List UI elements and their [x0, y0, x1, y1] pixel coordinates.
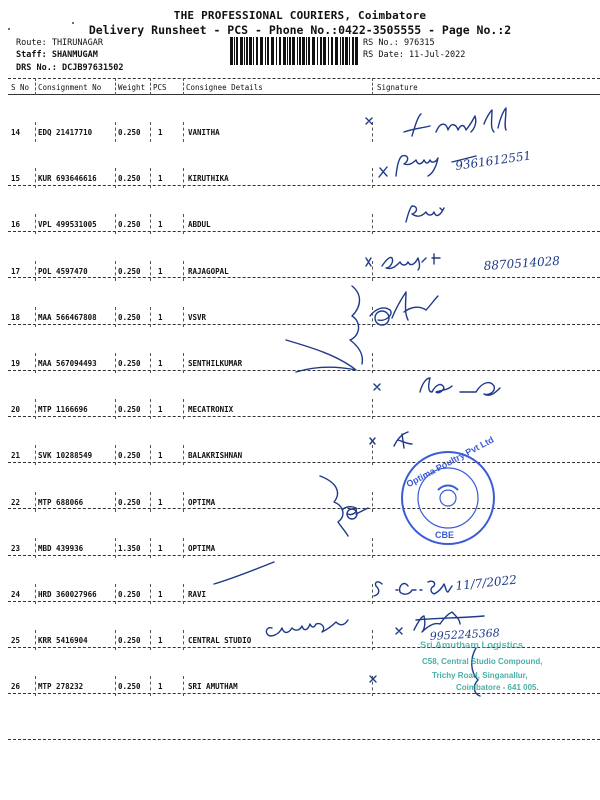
cell-sno: 19 — [11, 359, 21, 368]
cell-weight: 0.250 — [118, 220, 141, 230]
cell-consignment: MTP 688066 — [38, 497, 84, 507]
studio-stamp-line1: Sri Amutham Logistics — [420, 640, 524, 651]
cell-weight: 0.250 — [118, 497, 141, 507]
cell-sno: 25 — [11, 636, 21, 646]
cell-sno: 24 — [11, 590, 21, 599]
cell-consignee: RAJAGOPAL — [188, 266, 229, 276]
handwritten-date-24: 11/7/2022 — [454, 572, 518, 593]
cell-weight: 0.250 — [118, 128, 141, 137]
cell-consignment: MAA 567094493 — [38, 359, 97, 368]
rs-number: RS No.: 976315 — [363, 38, 435, 48]
stamp-round-text: Optima Poultry Pvt Ltd — [404, 434, 496, 490]
cell-sno: 21 — [11, 451, 21, 461]
signature-17 — [366, 254, 440, 270]
cell-pcs: 1 — [158, 451, 163, 461]
cell-weight: 0.250 — [118, 682, 141, 692]
signature-21 — [370, 432, 412, 448]
col-header-consignment: Consignment No — [38, 83, 102, 92]
cell-consignment: POL 4597470 — [38, 266, 88, 276]
cell-pcs: 1 — [158, 590, 163, 599]
cell-weight: 0.250 — [118, 451, 141, 461]
cell-consignee: BALAKRISHNAN — [188, 451, 243, 461]
cell-pcs: 1 — [158, 312, 163, 322]
cell-consignee: RAVI — [188, 590, 207, 599]
cell-consignment: HRD 360027966 — [38, 590, 97, 599]
cell-consignee: OPTIMA — [188, 543, 216, 553]
cell-weight: 0.250 — [118, 174, 141, 184]
cell-consignment: KRR 5416904 — [38, 636, 88, 646]
cell-consignment: MTP 278232 — [38, 682, 84, 692]
signature-16 — [406, 206, 444, 222]
cell-consignee: SRI AMUTHAM — [188, 682, 238, 692]
cell-pcs: 1 — [158, 543, 163, 553]
cell-sno: 16 — [11, 220, 21, 230]
cell-pcs: 1 — [158, 128, 163, 137]
cell-pcs: 1 — [158, 359, 163, 368]
signature-24 — [214, 562, 274, 584]
signature-18 — [350, 286, 438, 364]
cell-sno: 15 — [11, 174, 21, 184]
cell-consignment: VPL 499531005 — [38, 220, 97, 230]
signature-26 — [370, 676, 376, 682]
cell-pcs: 1 — [158, 636, 163, 646]
handwritten-phone-17: 8870514028 — [483, 253, 561, 273]
cell-sno: 22 — [11, 497, 21, 507]
cell-consignee: CENTRAL STUDIO — [188, 636, 252, 646]
drs-number: DRS No.: DCJB97631502 — [16, 63, 124, 73]
cell-sno: 23 — [11, 543, 21, 553]
cell-consignment: MAA 566467808 — [38, 312, 97, 322]
route-label: Route: THIRUNAGAR — [16, 38, 103, 48]
signature-14 — [366, 108, 506, 136]
cell-sno: 20 — [11, 405, 21, 415]
rs-date: RS Date: 11-Jul-2022 — [363, 50, 466, 60]
col-header-weight: Weight — [118, 83, 146, 92]
cell-consignee: ABDUL — [188, 220, 211, 230]
cell-consignee: MECATRONIX — [188, 405, 234, 415]
handwritten-phone-15: 9361612551 — [454, 148, 533, 173]
cell-consignment: MBD 439936 — [38, 543, 84, 553]
cell-pcs: 1 — [158, 220, 163, 230]
signature-25-underline — [416, 616, 484, 620]
cell-consignee: VANITHA — [188, 128, 220, 137]
signature-22 — [320, 476, 368, 536]
cell-pcs: 1 — [158, 174, 163, 184]
runsheet-title: THE PROFESSIONAL COURIERS, Coimbatore — [173, 9, 427, 22]
studio-stamp-line3: Trichy Road, Singanallur, — [432, 671, 528, 680]
col-header-sno: S No — [11, 83, 30, 92]
cell-sno: 17 — [11, 266, 21, 276]
col-header-consignee: Consignee Details — [186, 83, 263, 92]
cell-consignment: SVK 10288549 — [38, 451, 93, 461]
cell-sno: 14 — [11, 128, 21, 137]
cell-consignee: VSVR — [188, 312, 207, 322]
cell-pcs: 1 — [158, 682, 163, 692]
cell-sno: 26 — [11, 682, 21, 692]
studio-stamp-line2: C58, Central Studio Compound, — [422, 657, 543, 666]
cell-sno: 18 — [11, 312, 21, 322]
cell-weight: 1.350 — [118, 543, 141, 553]
cell-consignment: MTP 1166696 — [38, 405, 88, 415]
cell-weight: 0.250 — [118, 359, 141, 368]
staff-label: Staff: SHANMUGAM — [16, 50, 98, 60]
col-header-signature: Signature — [377, 83, 418, 92]
signature-20 — [374, 378, 500, 395]
handwritten-phone-25: 9952245368 — [429, 626, 501, 643]
studio-address-stamp — [420, 640, 542, 692]
stamp-round-bottom: CBE — [435, 530, 455, 540]
runsheet-subtitle: Delivery Runsheet - PCS - Phone No.:0422-3505555 - Page No.:2 — [88, 23, 512, 37]
studio-stamp-line4: Coimbatore - 641 005. — [456, 683, 539, 692]
cell-weight: 0.250 — [118, 266, 141, 276]
cell-weight: 0.250 — [118, 636, 141, 646]
signature-19 — [286, 340, 356, 372]
cell-consignee: OPTIMA — [188, 497, 216, 507]
cell-pcs: 1 — [158, 266, 163, 276]
cell-consignee: KIRUTHIKA — [188, 174, 229, 184]
cell-weight: 0.250 — [118, 590, 141, 599]
cell-pcs: 1 — [158, 497, 163, 507]
cell-weight: 0.250 — [118, 405, 141, 415]
cell-pcs: 1 — [158, 405, 163, 415]
cell-weight: 0.250 — [118, 312, 141, 322]
cell-consignee: SENTHILKUMAR — [188, 359, 243, 368]
cell-consignment: EDQ 21417710 — [38, 128, 93, 137]
col-header-pcs: PCS — [153, 83, 167, 92]
cell-consignment: KUR 693646616 — [38, 174, 97, 184]
signature-24b — [374, 581, 452, 596]
